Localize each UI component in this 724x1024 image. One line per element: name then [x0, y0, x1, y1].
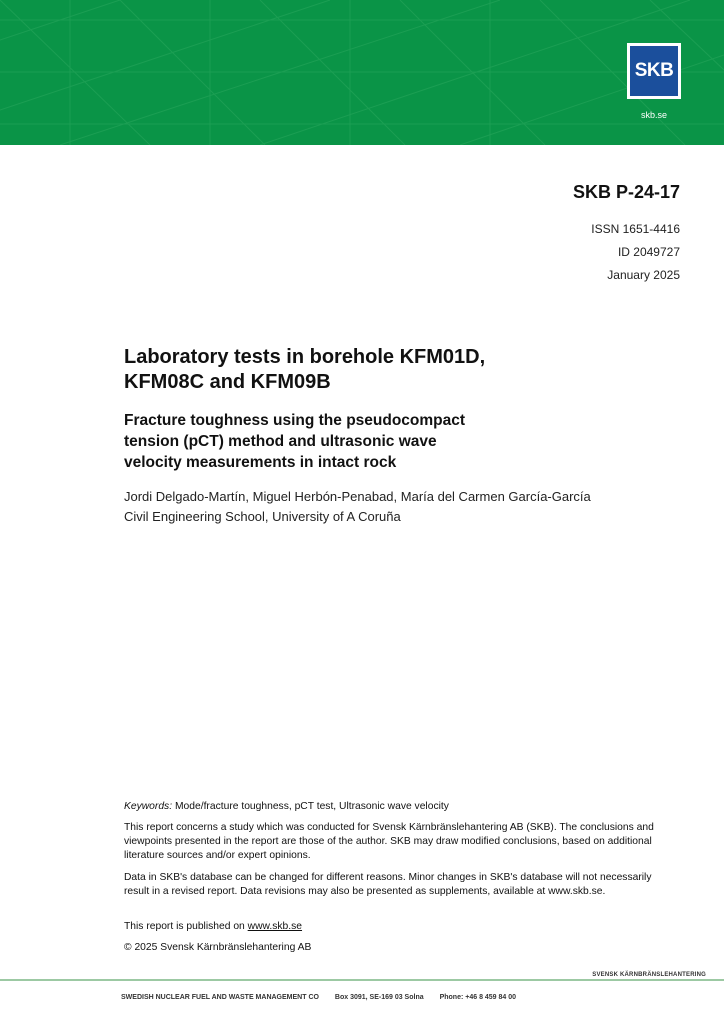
skb-website-link[interactable]: www.skb.se [247, 921, 303, 932]
document-id: ID 2049727 [617, 245, 680, 259]
footer-company: SWEDISH NUCLEAR FUEL AND WASTE MANAGEMENT CO [121, 994, 319, 1001]
skb-logo-text: SKB [630, 46, 678, 96]
keywords [124, 800, 670, 814]
affiliation: Civil Engineering School, University of A Coruña [124, 509, 401, 524]
published-note [124, 920, 670, 934]
footer-address: Box 3091, SE-169 03 Solna [334, 994, 424, 1001]
report-title [124, 345, 644, 395]
data-note: Data in SKB's database can be changed for different reasons. Minor changes in SKB's database will not necessarily result in a revised report. Data revisions may also be presented as supplements, available at www.skb.se. [124, 872, 652, 897]
footer-divider [0, 979, 724, 981]
organization-name: SVENSK KÄRNBRÄNSLEHANTERING [588, 972, 706, 978]
report-id: SKB P-24-17 [572, 182, 680, 202]
logo-url: skb.se [640, 110, 667, 120]
header-banner [0, 0, 724, 145]
report-subtitle [124, 410, 594, 473]
issn: ISSN 1651-4416 [591, 222, 680, 236]
subtitle-line: velocity measurements in intact rock [124, 454, 397, 471]
subtitle-line: tension (pCT) method and ultrasonic wave [124, 433, 437, 450]
authors: Jordi Delgado-Martín, Miguel Herbón-Penabad, María del Carmen García-García [124, 489, 591, 504]
title-line: Laboratory tests in borehole KFM01D, [124, 346, 486, 368]
keywords-label: Keywords: [124, 801, 173, 812]
footer-phone: Phone: +46 8 459 84 00 [439, 994, 517, 1001]
keywords-text: Mode/fracture toughness, pCT test, Ultrasonic wave velocity [174, 801, 449, 812]
skb-logo [627, 43, 681, 99]
title-line: KFM08C and KFM09B [124, 371, 331, 393]
copyright: © 2025 Svensk Kärnbränslehantering AB [124, 942, 312, 953]
subtitle-line: Fracture toughness using the pseudocompact [124, 412, 466, 429]
report-date: January 2025 [607, 268, 680, 282]
authors-block [124, 487, 684, 527]
published-text: This report is published on [124, 921, 245, 932]
disclaimer: This report concerns a study which was conducted for Svensk Kärnbränslehantering AB (SKB). The conclusions and viewpoints presented in the report are those of the author. SKB may draw modified conclusions, based on additional literature sources and/or expert opinions. [124, 822, 654, 861]
footer [121, 994, 530, 1001]
banner-pattern [0, 0, 724, 145]
